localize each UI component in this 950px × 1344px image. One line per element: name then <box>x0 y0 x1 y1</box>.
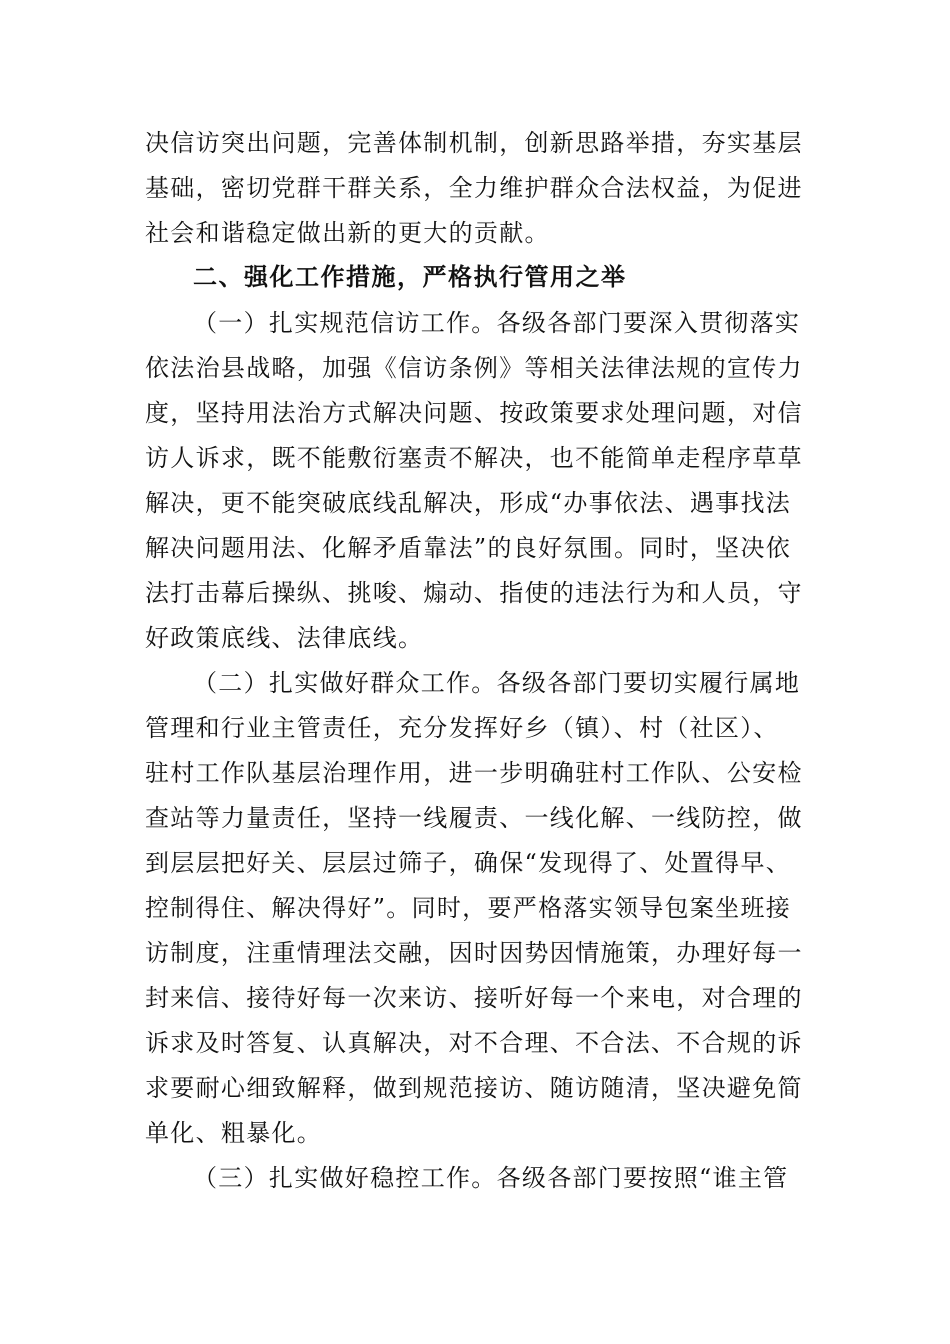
text-line: 法打击幕后操纵、挑唆、煽动、指使的违法行为和人员，守 <box>145 579 803 607</box>
text-line: 解决问题用法、化解矛盾靠法”的良好氛围。同时，坚决依 <box>145 534 792 562</box>
text-line: 管理和行业主管责任，充分发挥好乡（镇）、村（社区）、 <box>145 714 779 742</box>
text-line: 依法治县战略，加强《信访条例》等相关法律法规的宣传力 <box>145 354 803 382</box>
subsection-first-line: （三）扎实做好稳控工作。各级各部门要按照“谁主管 <box>193 1164 789 1192</box>
text-line: 访制度，注重情理法交融，因时因势因情施策，办理好每一 <box>145 939 803 967</box>
text-line: 好政策底线、法律底线。 <box>145 624 424 652</box>
text-line: 社会和谐稳定做出新的更大的贡献。 <box>145 219 550 247</box>
subsection-first-line: （一）扎实规范信访工作。各级各部门要深入贯彻落实 <box>193 309 801 337</box>
subsection-first-line: （二）扎实做好群众工作。各级各部门要切实履行属地 <box>193 669 801 697</box>
text-line: 控制得住、解决得好”。同时，要严格落实领导包案坐班接 <box>145 894 792 922</box>
text-line: 解决，更不能突破底线乱解决，形成“办事依法、遇事找法 <box>145 489 792 517</box>
text-line: 封来信、接待好每一次来访、接听好每一个来电，对合理的 <box>145 984 803 1012</box>
text-line: 到层层把好关、层层过筛子，确保“发现得了、处置得早、 <box>145 849 792 877</box>
text-line: 基础，密切党群干群关系，全力维护群众合法权益，为促进 <box>145 174 803 202</box>
section-heading: 二、强化工作措施，严格执行管用之举 <box>193 263 627 291</box>
text-line: 度，坚持用法治方式解决问题、按政策要求处理问题，对信 <box>145 399 803 427</box>
text-line: 诉求及时答复、认真解决，对不合理、不合法、不合规的诉 <box>145 1029 803 1057</box>
text-line: 决信访突出问题，完善体制机制，创新思路举措，夯实基层 <box>145 129 803 157</box>
text-line: 单化、粗暴化。 <box>145 1119 323 1147</box>
text-line: 驻村工作队基层治理作用，进一步明确驻村工作队、公安检 <box>145 759 803 787</box>
text-line: 求要耐心细致解释，做到规范接访、随访随清，坚决避免简 <box>145 1074 803 1102</box>
text-line: 查站等力量责任，坚持一线履责、一线化解、一线防控，做 <box>145 804 803 832</box>
text-line: 访人诉求，既不能敷衍塞责不解决，也不能简单走程序草草 <box>145 444 803 472</box>
